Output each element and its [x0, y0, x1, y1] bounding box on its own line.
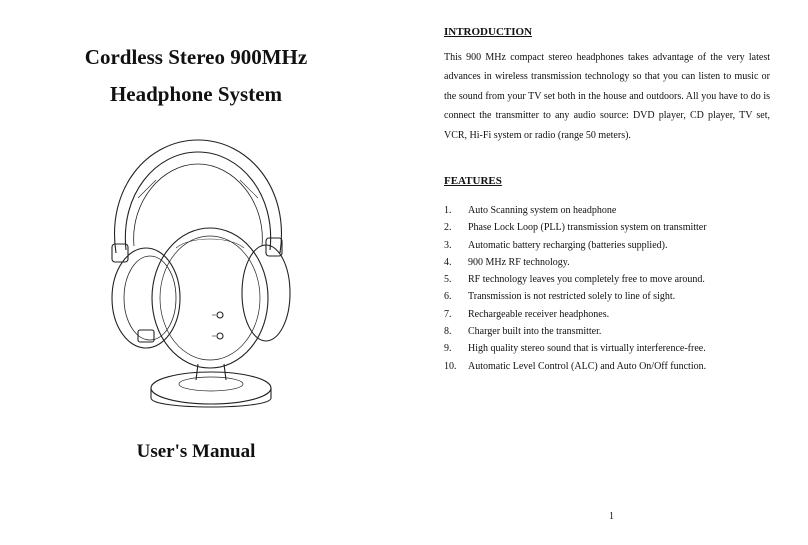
feature-text: Automatic Level Control (ALC) and Auto On/Off function. [468, 360, 707, 372]
features-heading: FEATURES [444, 175, 502, 187]
feature-item [444, 306, 774, 323]
feature-text: Transmission is not restricted solely to line of sight. [468, 291, 676, 303]
headphone-illustration [98, 128, 298, 413]
feature-item [444, 358, 774, 375]
introduction-heading: INTRODUCTION [444, 26, 533, 38]
introduction-text: This 900 MHz compact stereo headphones takes advantage of the very latest advances in wireless transmission technology so that you can listen to music or the sound from your TV set both in the house and outdoors. All you have to do is connect the transmitter to any audio source: DVD player, CD player, TV set, VCR, Hi-Fi system or radio (range 50 meters). [444, 52, 770, 141]
feature-number: 7. [444, 308, 452, 320]
manual-title-line1: Cordless Stereo 900MHz [84, 45, 308, 69]
feature-item [444, 254, 774, 271]
feature-text: Charger built into the transmitter. [468, 326, 602, 338]
features-list [444, 202, 774, 375]
feature-number: 1. [444, 205, 452, 216]
feature-item [444, 237, 774, 254]
feature-number: 5. [444, 274, 452, 286]
feature-number: 10. [444, 360, 457, 372]
feature-number: 8. [444, 326, 452, 338]
feature-item [444, 323, 774, 340]
feature-number: 4. [444, 256, 452, 268]
feature-item [444, 288, 774, 305]
feature-text: Auto Scanning system on headphone [468, 205, 617, 216]
feature-item [444, 219, 774, 236]
right-page [404, 0, 808, 545]
feature-number: 6. [444, 291, 452, 303]
feature-number: 9. [444, 343, 452, 355]
feature-number: 3. [444, 239, 452, 251]
feature-text: 900 MHz RF technology. [468, 256, 570, 268]
feature-text: Rechargeable receiver headphones. [468, 308, 610, 320]
feature-text: RF technology leaves you completely free to move around. [468, 274, 705, 286]
feature-item [444, 340, 774, 357]
manual-title-line2: Headphone System [109, 82, 283, 106]
feature-item [444, 202, 774, 219]
page-number: 1 [609, 511, 614, 522]
feature-text: High quality stereo sound that is virtually interference-free. [468, 343, 706, 355]
user-manual-label: User's Manual [136, 441, 256, 462]
feature-text: Automatic battery recharging (batteries supplied). [468, 239, 668, 251]
feature-text: Phase Lock Loop (PLL) transmission system on transmitter [468, 222, 707, 234]
feature-number: 2. [444, 222, 452, 234]
feature-item [444, 271, 774, 288]
